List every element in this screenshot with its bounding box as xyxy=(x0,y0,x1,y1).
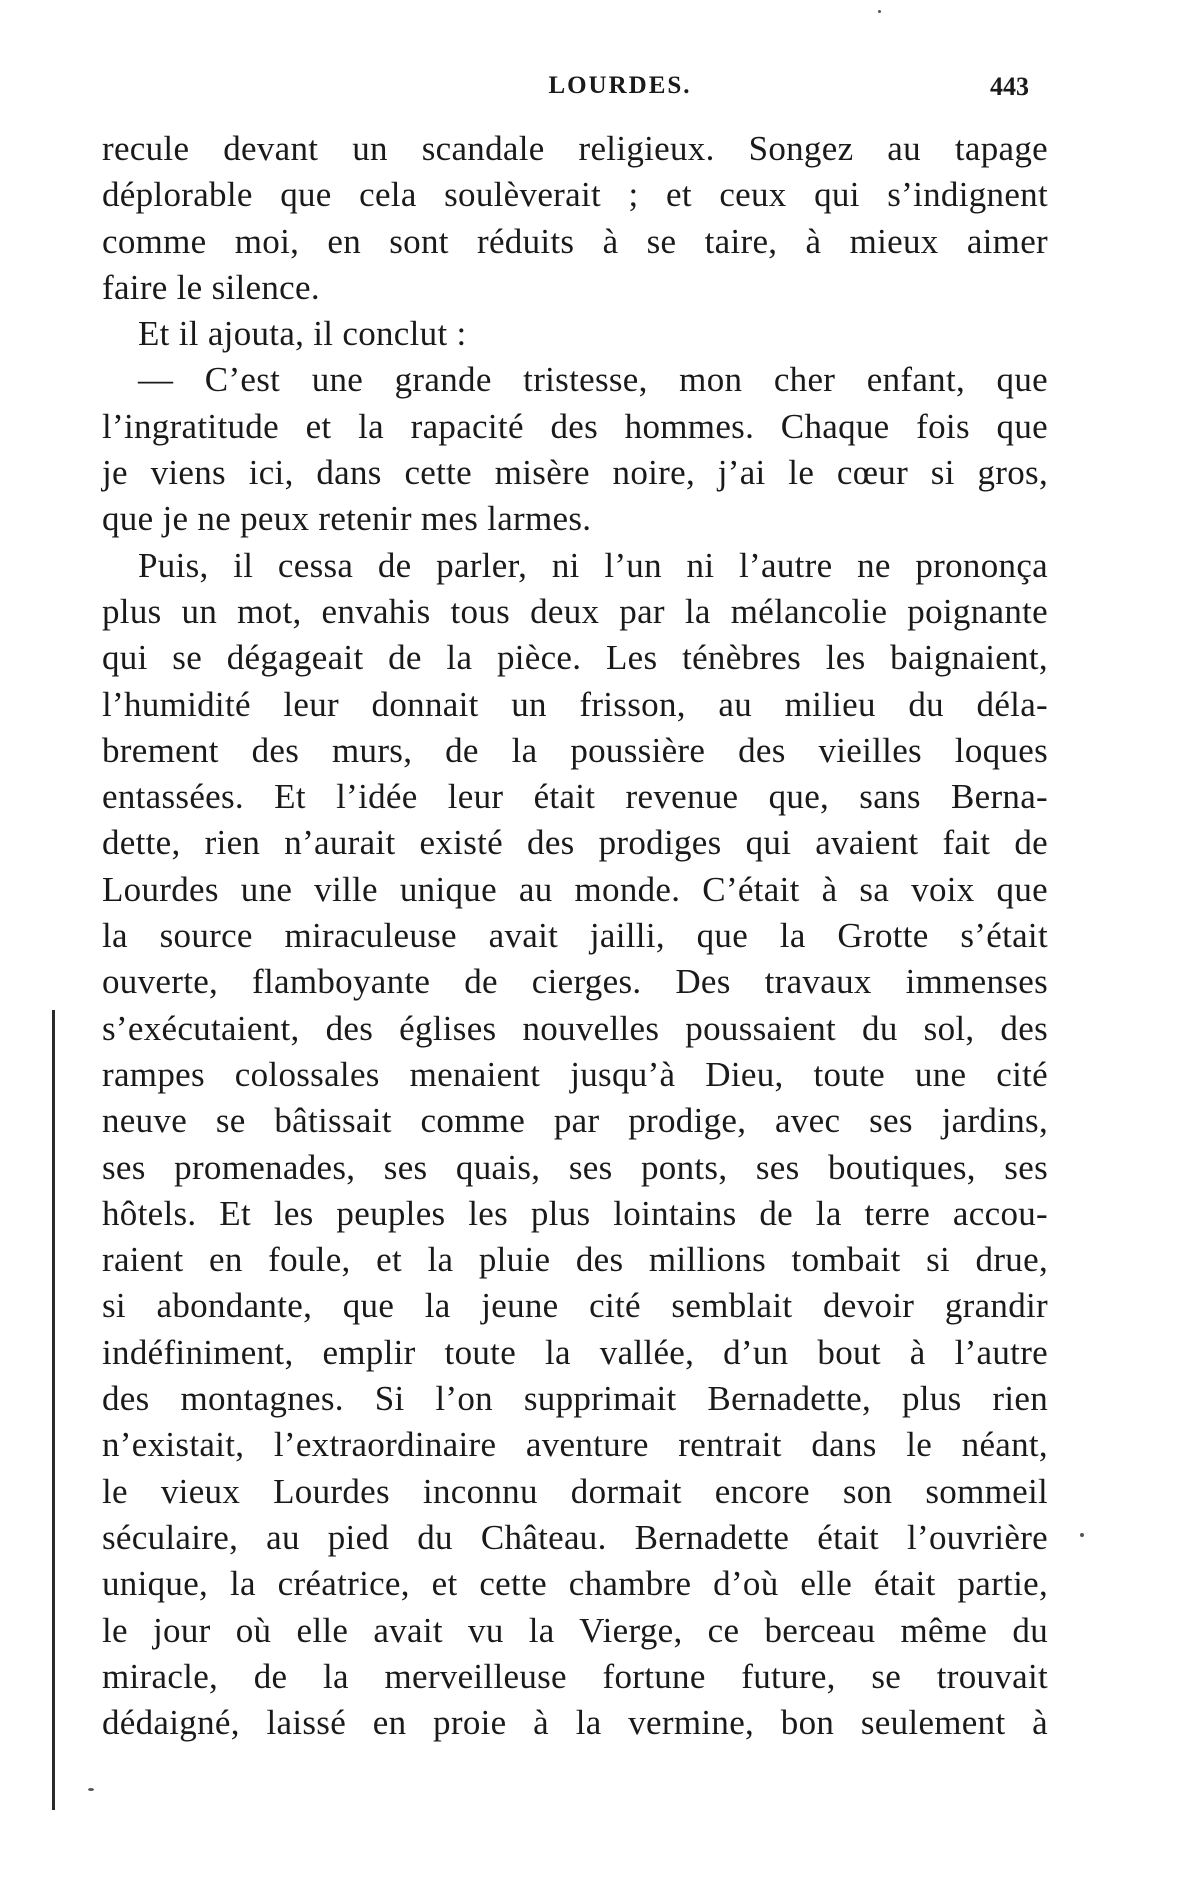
text-line: le vieux Lourdes inconnu dormait encore son sommeil xyxy=(102,1471,1048,1511)
text-line: plus un mot, envahis tous deux par la mélancolie poignante xyxy=(102,591,1048,631)
scan-margin-rule xyxy=(52,1010,55,1810)
text-line: hôtels. Et les peuples les plus lointains de la terre accou- xyxy=(102,1193,1048,1233)
text-line: n’existait, l’extraordinaire aventure rentrait dans le néant, xyxy=(102,1425,1048,1465)
text-line: déplorable que cela soulèverait ; et ceux qui s’indignent xyxy=(102,175,1048,215)
text-line: ses promenades, ses quais, ses ponts, ses boutiques, ses xyxy=(102,1147,1048,1187)
text-line: l’ingratitude et la rapacité des hommes. Chaque fois que xyxy=(102,406,1048,446)
text-line: miracle, de la merveilleuse fortune future, se trouvait xyxy=(102,1656,1048,1696)
body-text xyxy=(102,126,1048,1746)
scan-speck xyxy=(878,10,881,13)
text-line: qui se dégageait de la pièce. Les ténèbres les baignaient, xyxy=(102,638,1048,678)
text-line: entassées. Et l’idée leur était revenue que, sans Berna- xyxy=(102,777,1048,817)
text-line: Puis, il cessa de parler, ni l’un ni l’autre ne prononça xyxy=(138,545,1048,585)
text-line: unique, la créatrice, et cette chambre d’où elle était partie, xyxy=(102,1564,1048,1604)
text-line: ouverte, flamboyante de cierges. Des travaux immenses xyxy=(102,962,1048,1002)
text-line: je viens ici, dans cette misère noire, j’ai le cœur si gros, xyxy=(102,453,1048,493)
text-line: neuve se bâtissait comme par prodige, avec ses jardins, xyxy=(102,1101,1048,1141)
scan-speck xyxy=(88,1788,94,1791)
text-line: dédaigné, laissé en proie à la vermine, bon seulement à xyxy=(102,1703,1048,1743)
text-line: le jour où elle avait vu la Vierge, ce berceau même du xyxy=(102,1610,1048,1650)
text-line: séculaire, au pied du Château. Bernadette était l’ouvrière xyxy=(102,1517,1048,1557)
text-line: des montagnes. Si l’on supprimait Bernadette, plus rien xyxy=(102,1379,1048,1419)
page-number: 443 xyxy=(990,72,1029,101)
text-line: l’humidité leur donnait un frisson, au milieu du déla- xyxy=(102,684,1048,724)
text-line: la source miraculeuse avait jailli, que la Grotte s’était xyxy=(102,916,1048,956)
text-line: rampes colossales menaient jusqu’à Dieu, toute une cité xyxy=(102,1054,1048,1094)
text-line: Et il ajouta, il conclut : xyxy=(138,314,467,354)
text-line: recule devant un scandale religieux. Songez au tapage xyxy=(102,129,1048,168)
running-title: LOURDES. xyxy=(548,72,692,99)
text-line: indéfiniment, emplir toute la vallée, d’un bout à l’autre xyxy=(102,1332,1048,1372)
text-line: raient en foule, et la pluie des millions tombait si drue, xyxy=(102,1240,1048,1280)
text-line: faire le silence. xyxy=(102,267,320,307)
text-line: brement des murs, de la poussière des vieilles loques xyxy=(102,730,1048,770)
text-line: si abondante, que la jeune cité semblait devoir grandir xyxy=(102,1286,1048,1326)
text-line: comme moi, en sont réduits à se taire, à mieux aimer xyxy=(102,221,1048,261)
text-line: que je ne peux retenir mes larmes. xyxy=(102,499,592,539)
text-line: — C’est une grande tristesse, mon cher enfant, que xyxy=(138,360,1048,400)
text-line: s’exécutaient, des églises nouvelles poussaient du sol, des xyxy=(102,1008,1048,1048)
text-line: dette, rien n’aurait existé des prodiges qui avaient fait de xyxy=(102,823,1048,863)
scan-speck xyxy=(1080,1533,1084,1537)
text-line: Lourdes une ville unique au monde. C’était à sa voix que xyxy=(102,869,1048,909)
